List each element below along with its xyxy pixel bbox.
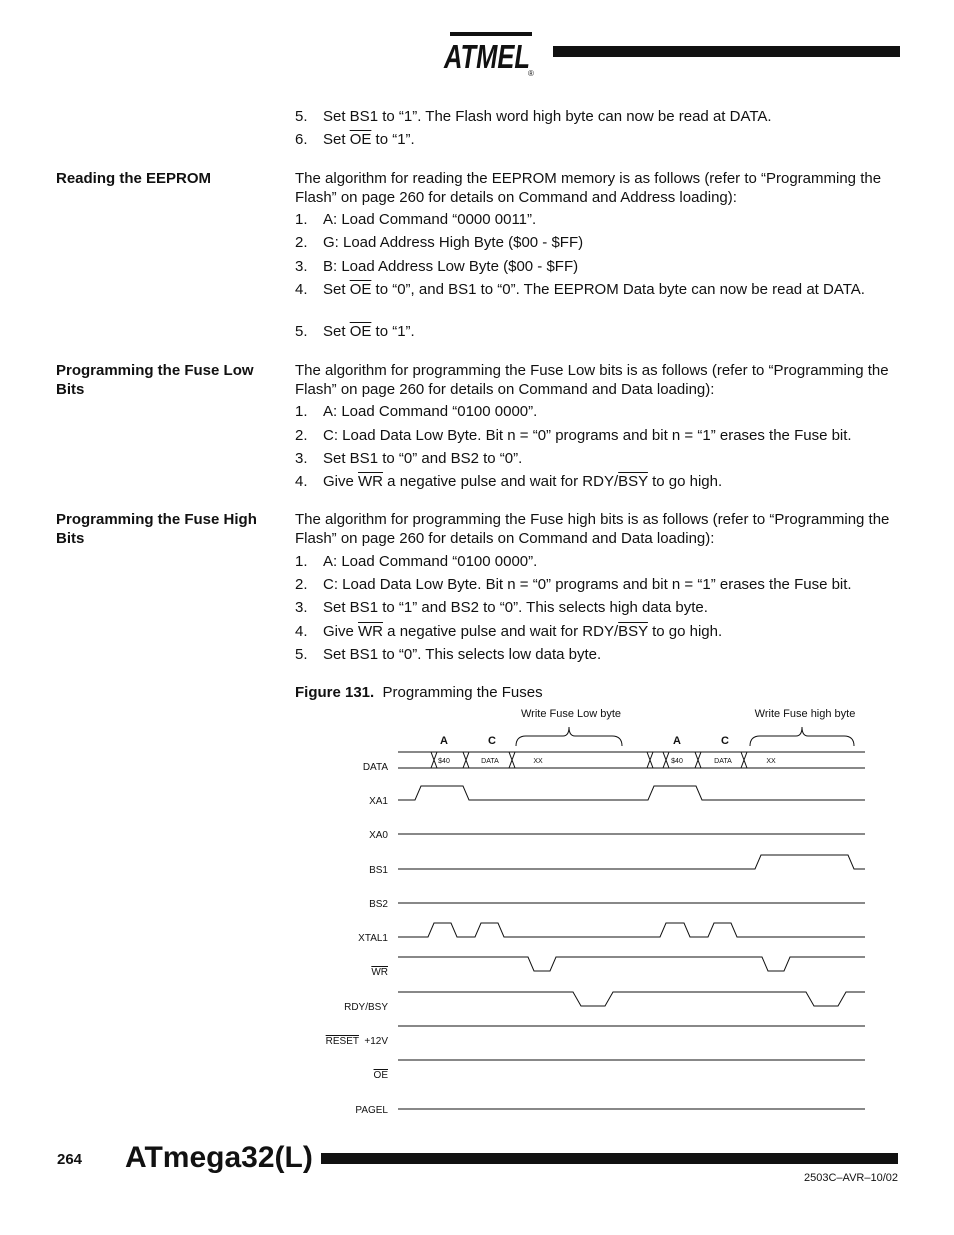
section-intro: The algorithm for reading the EEPROM memory is as follows (refer to “Programming the Flash” on page 260 for details on Command and Address loading): <box>295 170 882 206</box>
header-rule <box>553 46 900 57</box>
list-number: 1. <box>295 211 308 228</box>
list-text <box>323 210 903 229</box>
timing-diagram <box>300 700 880 1120</box>
list-number: 5. <box>295 323 308 340</box>
data-cell-label: DATA <box>481 758 499 765</box>
xa1-wave <box>398 786 630 800</box>
list-number: 2. <box>295 576 308 593</box>
text-run: A: Load Command “0100 0000”. <box>323 403 538 420</box>
signal-label: BS2 <box>369 899 388 910</box>
brace-icon <box>750 727 854 746</box>
list-number: 2. <box>295 427 308 444</box>
rdy-bsy-wave <box>630 992 865 1006</box>
overlined-signal: $\overline{OE}$ <box>349 131 372 148</box>
list-number: 3. <box>295 599 308 616</box>
data-cell-label: $40 <box>438 758 450 765</box>
signal-label: XTAL1 <box>358 933 388 944</box>
text-run: to go high. <box>647 473 723 490</box>
data-bus-transition <box>647 752 653 768</box>
group-label: Write Fuse Low byte <box>520 708 622 720</box>
rdy-bsy-wave <box>398 992 630 1006</box>
text-run: A: Load Command “0000 0011”. <box>323 211 537 228</box>
list-text <box>323 645 903 664</box>
signal-label: RDY/BSY <box>344 1002 388 1013</box>
data-bus-transition <box>695 752 701 768</box>
list-text <box>323 233 903 252</box>
list-number: 3. <box>295 450 308 467</box>
text-run: C: Load Data Low Byte. Bit n = “0” programs and bit n = “1” erases the Fuse bit. <box>323 576 852 593</box>
text-run: Set BS1 to “0” and BS2 to “0”. <box>323 450 523 467</box>
list-number: 5. <box>295 646 308 663</box>
text-run: Give <box>323 623 359 640</box>
xa1-wave <box>630 786 865 800</box>
overlined-signal: $\overline{WR}$ <box>358 623 384 640</box>
logo-text: ATMEL <box>443 38 530 75</box>
data-cell-label: $40 <box>671 758 683 765</box>
text-run: Set <box>323 323 350 340</box>
list-number: 6. <box>295 131 308 148</box>
product-title: ATmega32(L) <box>125 1141 313 1174</box>
signal-label: DATA <box>362 762 388 773</box>
data-cell-label: DATA <box>714 758 732 765</box>
data-bus-transition <box>463 752 469 768</box>
list-text <box>323 598 903 617</box>
list-text <box>323 130 903 149</box>
list-number: 4. <box>295 623 308 640</box>
figure-caption: Programming the Fuses <box>382 684 543 701</box>
list-text <box>323 107 903 126</box>
list-text <box>323 552 903 571</box>
wr-wave <box>630 957 865 971</box>
data-cell-label: XX <box>533 758 543 765</box>
overlined-signal: $\overline{BSY}$ <box>618 473 648 490</box>
text-run: a negative pulse and wait for RDY/ <box>383 473 619 490</box>
signal-label: RESET <box>325 1036 359 1047</box>
overlined-signal: $\overline{OE}$ <box>349 281 372 298</box>
phase-label: A <box>673 735 681 747</box>
data-bus-transition <box>663 752 669 768</box>
text-run: to “1”. <box>371 131 415 148</box>
signal-label: BS1 <box>369 865 388 876</box>
brace-icon <box>516 727 622 746</box>
list-number: 4. <box>295 473 308 490</box>
signal-extra-label: +12V <box>364 1036 388 1047</box>
document-number: 2503C–AVR–10/02 <box>804 1172 898 1184</box>
phase-label: A <box>440 735 448 747</box>
list-number: 5. <box>295 108 308 125</box>
text-run: Set BS1 to “1” and BS2 to “0”. This selects high data byte. <box>323 599 708 616</box>
list-text <box>323 449 903 468</box>
list-text <box>323 257 903 276</box>
overlined-signal: $\overline{WR}$ <box>358 473 384 490</box>
text-run: to “1”. <box>371 323 415 340</box>
list-text <box>323 402 903 421</box>
overlined-signal: $\overline{BSY}$ <box>618 623 648 640</box>
list-text <box>323 322 903 341</box>
text-run: Set <box>323 131 350 148</box>
section-heading: Reading the EEPROM <box>56 170 212 187</box>
section-intro: The algorithm for programming the Fuse high bits is as follows (refer to “Programming the Flash” on page 260 for details on Command and Data loading): <box>295 511 890 547</box>
page-number: 264 <box>57 1151 83 1168</box>
text-run: a negative pulse and wait for RDY/ <box>383 623 619 640</box>
list-number: 4. <box>295 281 308 298</box>
registered-mark: ® <box>528 69 534 78</box>
section-heading: Programming the Fuse Low Bits <box>56 362 254 398</box>
list-text <box>323 575 903 594</box>
text-run: Give <box>323 473 359 490</box>
data-bus-transition <box>431 752 437 768</box>
list-text <box>323 472 903 491</box>
text-run: C: Load Data Low Byte. Bit n = “0” programs and bit n = “1” erases the Fuse bit. <box>323 427 852 444</box>
bs1-wave <box>630 855 865 869</box>
phase-label: C <box>488 735 496 747</box>
list-text <box>323 280 903 299</box>
signal-label: WR <box>371 967 388 978</box>
signal-label: XA0 <box>369 830 388 841</box>
list-text <box>323 426 903 445</box>
footer-rule <box>321 1153 898 1164</box>
text-run: B: Load Address Low Byte ($00 - $FF) <box>323 258 579 275</box>
section-heading: Programming the Fuse High Bits <box>56 511 257 547</box>
text-run: to “0”, and BS1 to “0”. The EEPROM Data byte can now be read at DATA. <box>371 281 865 298</box>
phase-label: C <box>721 735 729 747</box>
figure-label: Figure 131. <box>295 684 375 701</box>
list-number: 1. <box>295 403 308 420</box>
data-bus-transition <box>741 752 747 768</box>
text-run: Set BS1 to “0”. This selects low data byte. <box>323 646 602 663</box>
data-bus-transition <box>509 752 515 768</box>
group-label: Write Fuse high byte <box>754 708 856 720</box>
text-run: G: Load Address High Byte ($00 - $FF) <box>323 234 584 251</box>
text-run: Set BS1 to “1”. The Flash word high byte can now be read at DATA. <box>323 108 772 125</box>
data-cell-label: XX <box>766 758 776 765</box>
list-number: 1. <box>295 553 308 570</box>
wr-wave <box>398 957 630 971</box>
signal-label: PAGEL <box>355 1105 388 1116</box>
atmel-logo <box>438 26 542 78</box>
overlined-signal: $\overline{OE}$ <box>349 323 372 340</box>
text-run: A: Load Command “0100 0000”. <box>323 553 538 570</box>
text-run: Set <box>323 281 350 298</box>
signal-label: OE <box>373 1070 388 1081</box>
list-number: 2. <box>295 234 308 251</box>
text-run: to go high. <box>647 623 723 640</box>
list-number: 3. <box>295 258 308 275</box>
section-intro: The algorithm for programming the Fuse Low bits is as follows (refer to “Programming the Flash” on page 260 for details on Command and Data loading): <box>295 362 889 398</box>
signal-label: XA1 <box>369 796 388 807</box>
xtal1-wave <box>398 923 630 937</box>
list-text <box>323 622 903 641</box>
xtal1-wave <box>630 923 865 937</box>
